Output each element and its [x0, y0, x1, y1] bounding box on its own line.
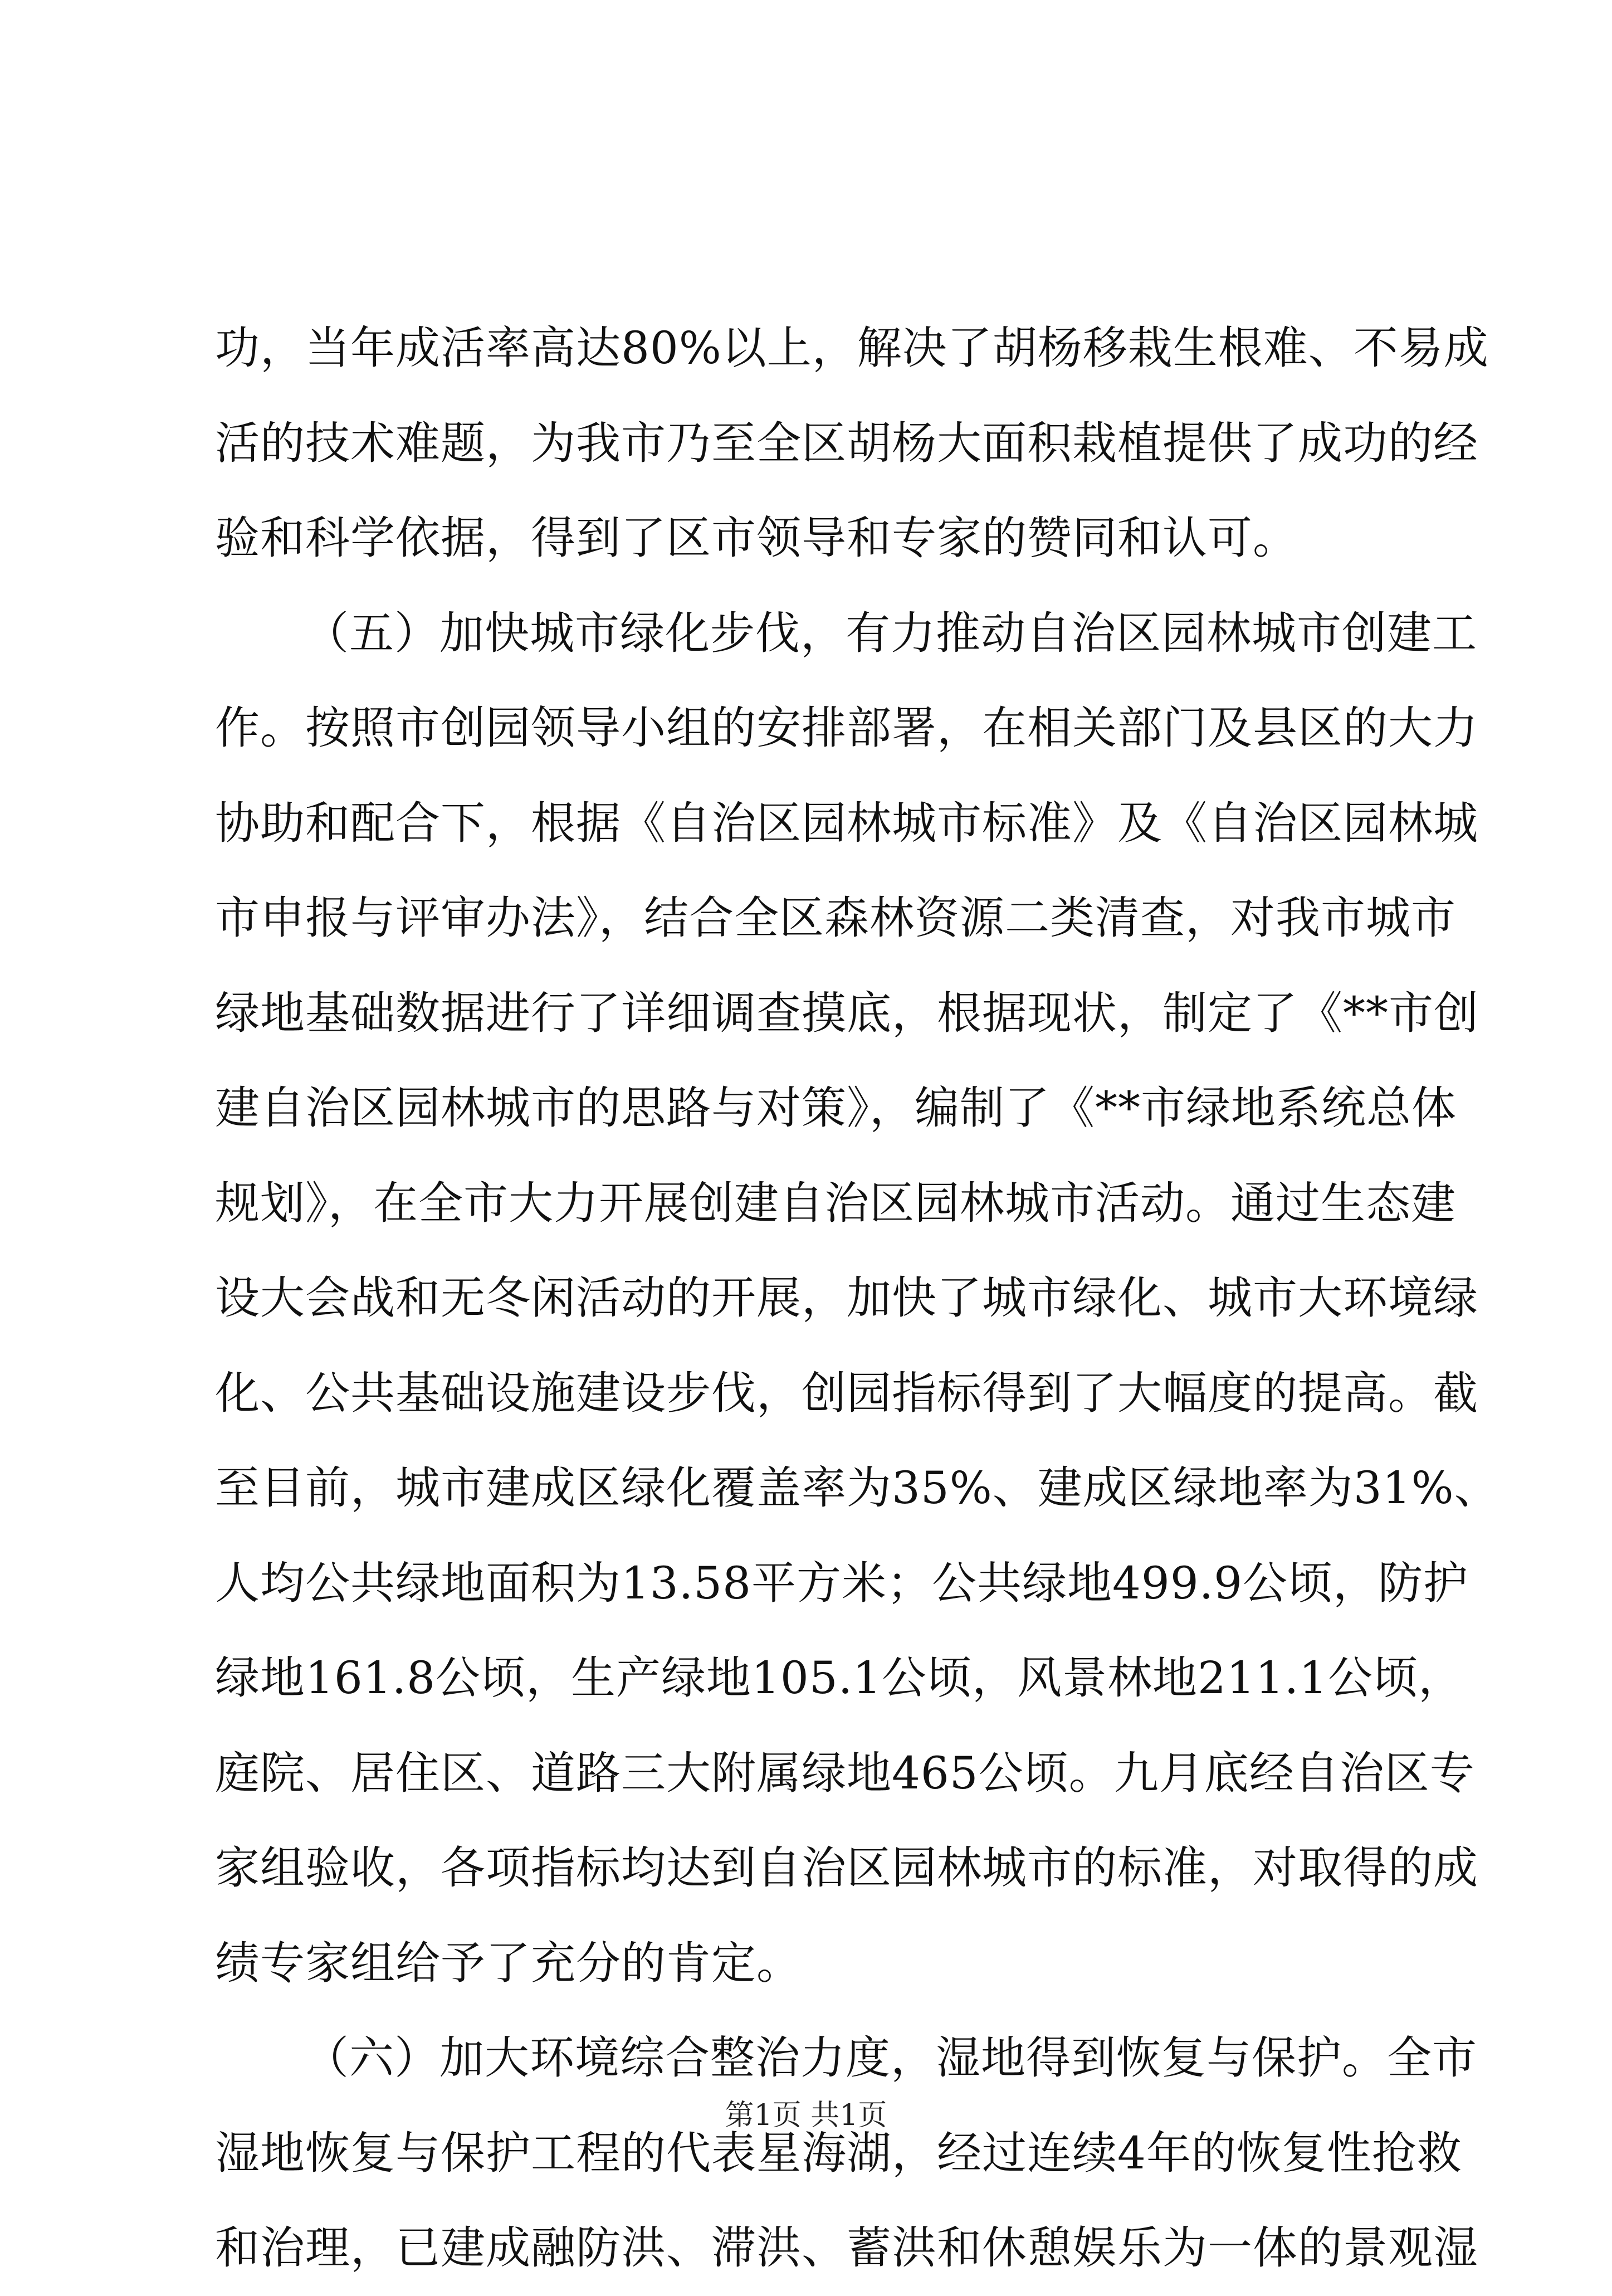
- text-line: 化、公共基础设施建设步伐，创园指标得到了大幅度的提高。截: [215, 1367, 1478, 1419]
- text-line: 绿地161.8公顷，生产绿地105.1公顷，风景林地211.1公顷，: [215, 1652, 1464, 1704]
- text-line: 至目前，城市建成区绿化覆盖率为35%、建成区绿地率为31%、: [215, 1462, 1499, 1514]
- text-line: 作。按照市创园领导小组的安排部署，在相关部门及县区的大力: [215, 702, 1478, 754]
- text-line: 功，当年成活率高达80%以上，解决了胡杨移栽生根难、不易成: [215, 322, 1489, 374]
- page-number-label: 第1页 共1页: [725, 2099, 887, 2132]
- text-line: 湿地恢复与保护工程的代表星海湖，经过连续4年的恢复性抢救: [215, 2127, 1462, 2179]
- text-line: 绿地基础数据进行了详细调查摸底，根据现状，制定了《**市创: [215, 987, 1479, 1039]
- text-line: 市申报与评审办法》，结合全区森林资源二类清查，对我市城市: [215, 892, 1456, 944]
- text-line: 活的技术难题，为我市乃至全区胡杨大面积栽植提供了成功的经: [215, 417, 1478, 469]
- paragraph-start-line: （六）加大环境综合整治力度，湿地得到恢复与保护。全市: [304, 2032, 1477, 2084]
- text-line: 设大会战和无冬闲活动的开展，加快了城市绿化、城市大环境绿: [215, 1272, 1478, 1324]
- text-line: 庭院、居住区、道路三大附属绿地465公顷。九月底经自治区专: [215, 1747, 1475, 1799]
- text-line: 规划》，在全市大力开展创建自治区园林城市活动。通过生态建: [215, 1177, 1456, 1229]
- paragraph-start-line: （五）加快城市绿化步伐，有力推动自治区园林城市创建工: [304, 607, 1477, 659]
- text-line: 绩专家组给予了充分的肯定。: [215, 1937, 802, 1989]
- text-line: 和治理，已建成融防洪、滞洪、蓄洪和休憩娱乐为一体的景观湿: [215, 2222, 1478, 2274]
- body-text: [215, 301, 1499, 2296]
- text-line: 家组验收，各项指标均达到自治区园林城市的标准，对取得的成: [215, 1842, 1478, 1894]
- page-footer: [0, 2096, 1612, 2135]
- text-line: 验和科学依据，得到了区市领导和专家的赞同和认可。: [215, 512, 1298, 564]
- text-line: 建自治区园林城市的思路与对策》，编制了《**市绿地系统总体: [215, 1082, 1457, 1134]
- text-line: 人均公共绿地面积为13.58平方米；公共绿地499.9公顷，防护: [215, 1557, 1469, 1609]
- text-line: 协助和配合下，根据《自治区园林城市标准》及《自治区园林城: [215, 797, 1478, 849]
